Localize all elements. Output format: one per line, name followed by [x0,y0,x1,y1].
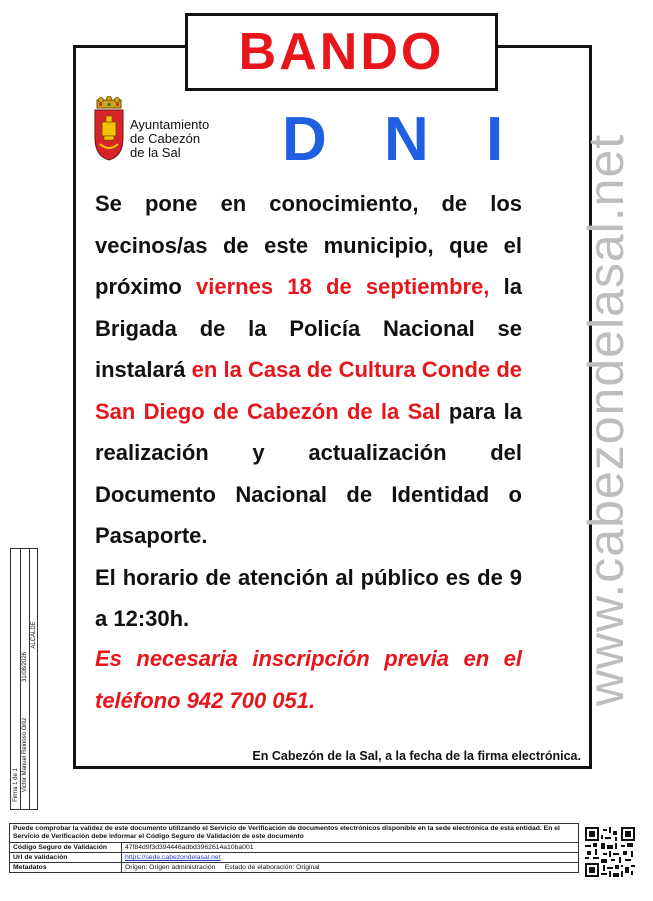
signer-role: ALCALDE [30,621,37,649]
metadata-label: Metadatos [10,863,122,872]
qr-code-icon [585,827,635,877]
logo-line-1: Ayuntamiento [130,117,210,132]
event-place: en la Casa de Cultura Conde de San Diego de Cabezón de la Sal [95,357,522,424]
url-row [10,853,578,863]
page-title: BANDO [238,23,445,81]
website-watermark [578,100,634,740]
body-part-1: Se pone en conocimiento, de los vecinos/as de este municipio, que el próximo [95,191,522,299]
opening-hours: El horario de atención al público es de 9 a 12:30h. [95,564,522,631]
logo-line-3: de la Sal [130,145,181,160]
title-box [185,13,498,91]
csv-label: Código Seguro de Validación [10,843,122,852]
csv-value: 47f84d9f3d394446adbd3962614a10ba001 [125,844,254,851]
registration-notice: Es necesaria inscripción previa en el teléfono 942 700 051. [95,646,522,713]
announcement-body [95,183,522,640]
validation-url-link[interactable]: https://sede.cabezondelasal.net [125,854,221,861]
csv-row [10,843,578,853]
signature-strip [10,548,38,810]
signer-name: Victor Manuel Reinoso Ortiz [21,717,28,793]
coat-of-arms-icon [92,96,126,162]
verification-footer [9,823,579,873]
verification-intro: Puede comprobar la validez de este documento utilizando el Servicio de Verificación de documentos electrónicos disponible en la sede electrónica de esta entidad. En el Servicio de Verificación debe informar el Código Seguro de Validación de este documento [10,824,578,843]
place-and-date: En Cabezón de la Sal, a la fecha de la firma electrónica. [252,749,581,763]
dni-heading: D N I [282,105,524,174]
signature-page-count: Firma 1 de 1 [12,768,19,802]
body-part-3: para la realización y actualización del Documento Nacional de Identidad o Pasaporte. [95,398,522,548]
body-part-2: la Brigada de la Policía Nacional se instalará [95,274,523,382]
watermark-text: www.cabezondelasal.net [578,133,634,707]
logo-line-2: de Cabezón [130,131,201,146]
municipal-logo [90,96,230,164]
metadata-value: Origen: Origen administración Estado de elaboración: Original [125,864,320,871]
event-date: viernes 18 de septiembre, [196,274,490,299]
metadata-row [10,863,578,872]
url-label: Url de validación [10,853,122,862]
signature-date: 31/08/2026 [21,651,28,683]
